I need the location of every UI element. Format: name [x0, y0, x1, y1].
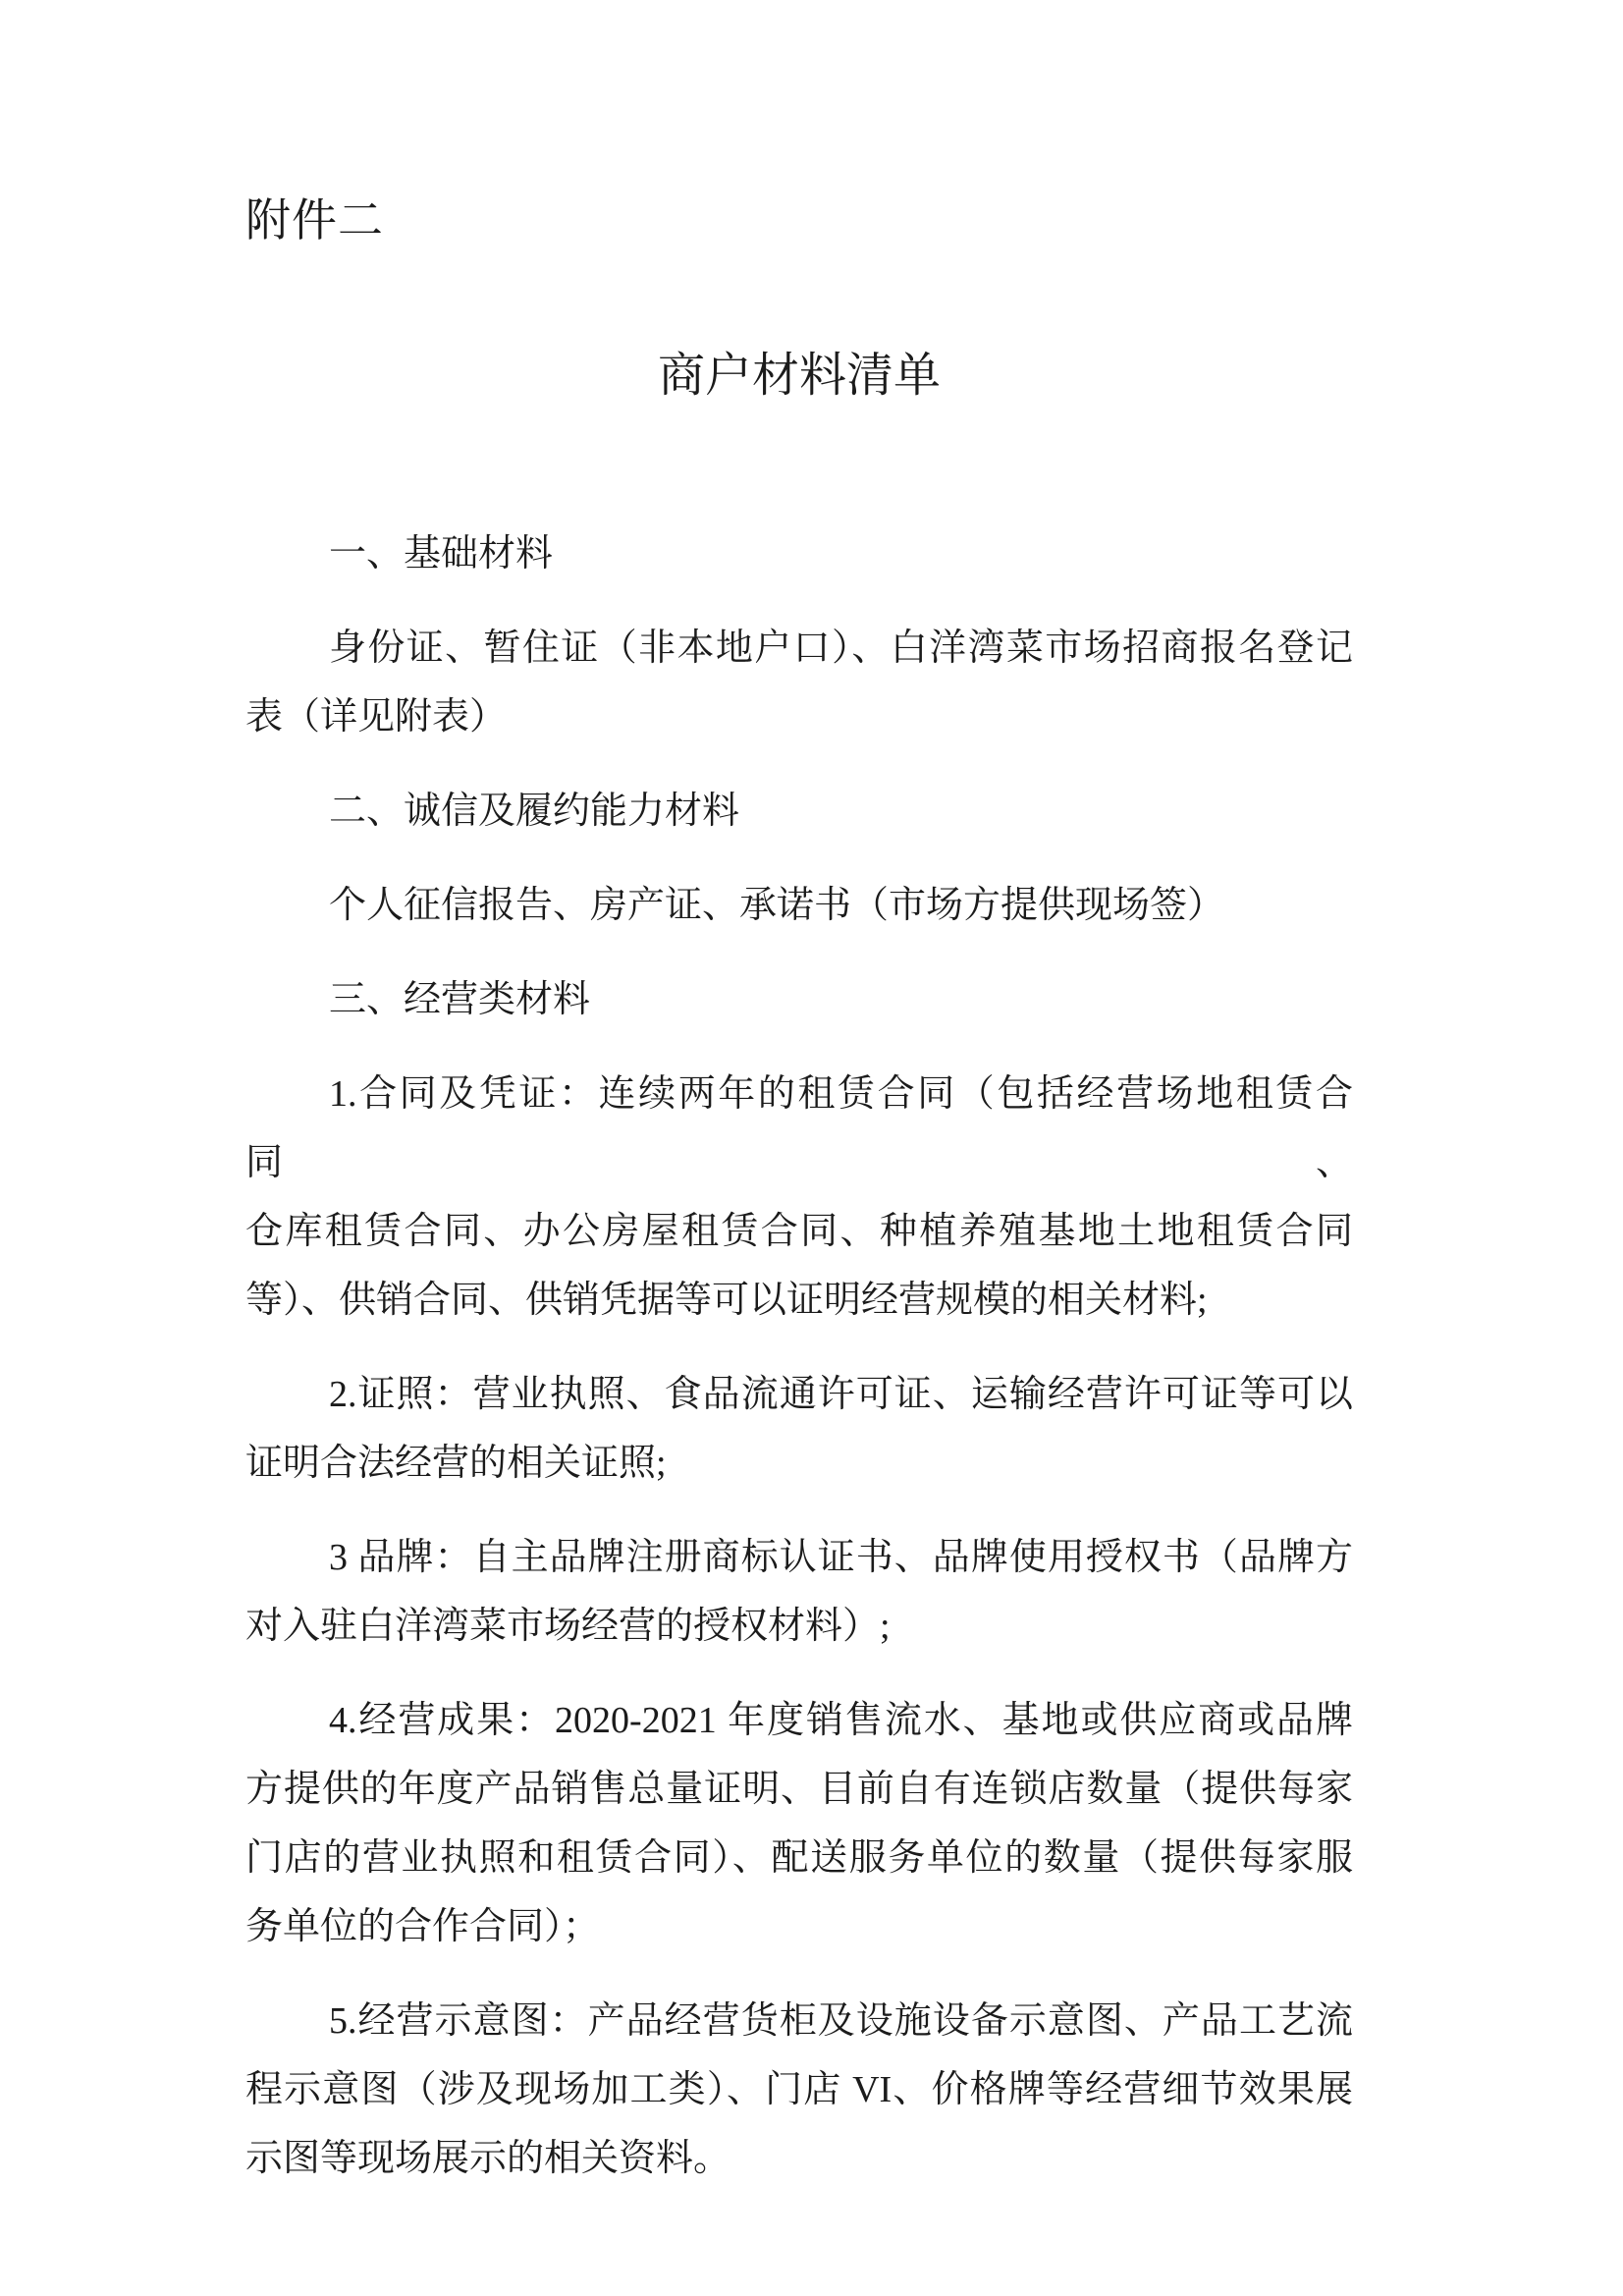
paragraph-line: 5.经营示意图：产品经营货柜及设施设备示意图、产品工艺流	[329, 2000, 1353, 2042]
paragraph-line: 门店的营业执照和租赁合同）、配送服务单位的数量（提供每家服	[245, 1837, 1353, 1879]
paragraph-line: 仓库租赁合同、办公房屋租赁合同、种植养殖基地土地租赁合同	[245, 1211, 1353, 1252]
paragraph-line: 个人征信报告、房产证、承诺书（市场方提供现场签）	[329, 885, 1225, 926]
paragraph-line: 方提供的年度产品销售总量证明、目前自有连锁店数量（提供每家	[245, 1769, 1353, 1810]
paragraph-item-4-results	[245, 1686, 1353, 1961]
doc-body	[245, 519, 1353, 2218]
paragraph-line: 1.合同及凭证：连续两年的租赁合同（包括经营场地租赁合同、	[245, 1073, 1353, 1183]
paragraph-line: 2.证照：营业执照、食品流通许可证、运输经营许可证等可以	[329, 1374, 1353, 1415]
paragraph-item-2-licenses	[245, 1360, 1353, 1498]
heading-line: 二、诚信及履约能力材料	[329, 791, 740, 832]
paragraph-line: 身份证、暂住证（非本地户口）、白洋湾菜市场招商报名登记	[329, 628, 1353, 669]
paragraph-item-5-diagrams	[245, 1987, 1353, 2193]
paragraph-line: 表（详见附表）	[245, 696, 508, 738]
heading-line: 一、基础材料	[329, 533, 554, 574]
paragraph-item-3-brand	[245, 1523, 1353, 1661]
heading-line: 三、经营类材料	[329, 979, 591, 1020]
paragraph-item-1-contracts	[245, 1060, 1353, 1335]
doc-title: 商户材料清单	[657, 350, 941, 402]
section-heading-2	[245, 777, 1353, 846]
paragraph-line: 对入驻白洋湾菜市场经营的授权材料）;	[245, 1606, 891, 1647]
paragraph-line: 示图等现场展示的相关资料。	[245, 2138, 731, 2179]
paragraph-line: 等）、供销合同、供销凭据等可以证明经营规模的相关材料;	[245, 1280, 1208, 1321]
paragraph-line: 3 品牌：自主品牌注册商标认证书、品牌使用授权书（品牌方	[329, 1537, 1353, 1578]
paragraph-line: 证明合法经营的相关证照;	[245, 1443, 667, 1484]
paragraph-line: 4.经营成果：2020-2021 年度销售流水、基地或供应商或品牌	[329, 1700, 1353, 1741]
paragraph-line: 务单位的合作合同）；	[245, 1906, 601, 1947]
paragraph-line: 程示意图（涉及现场加工类）、门店 VI、价格牌等经营细节效果展	[245, 2069, 1353, 2110]
paragraph-credit-materials	[245, 871, 1353, 940]
section-heading-3	[245, 965, 1353, 1034]
attachment-label: 附件二	[245, 195, 384, 246]
paragraph-basic-materials	[245, 614, 1353, 751]
section-heading-1	[245, 519, 1353, 588]
